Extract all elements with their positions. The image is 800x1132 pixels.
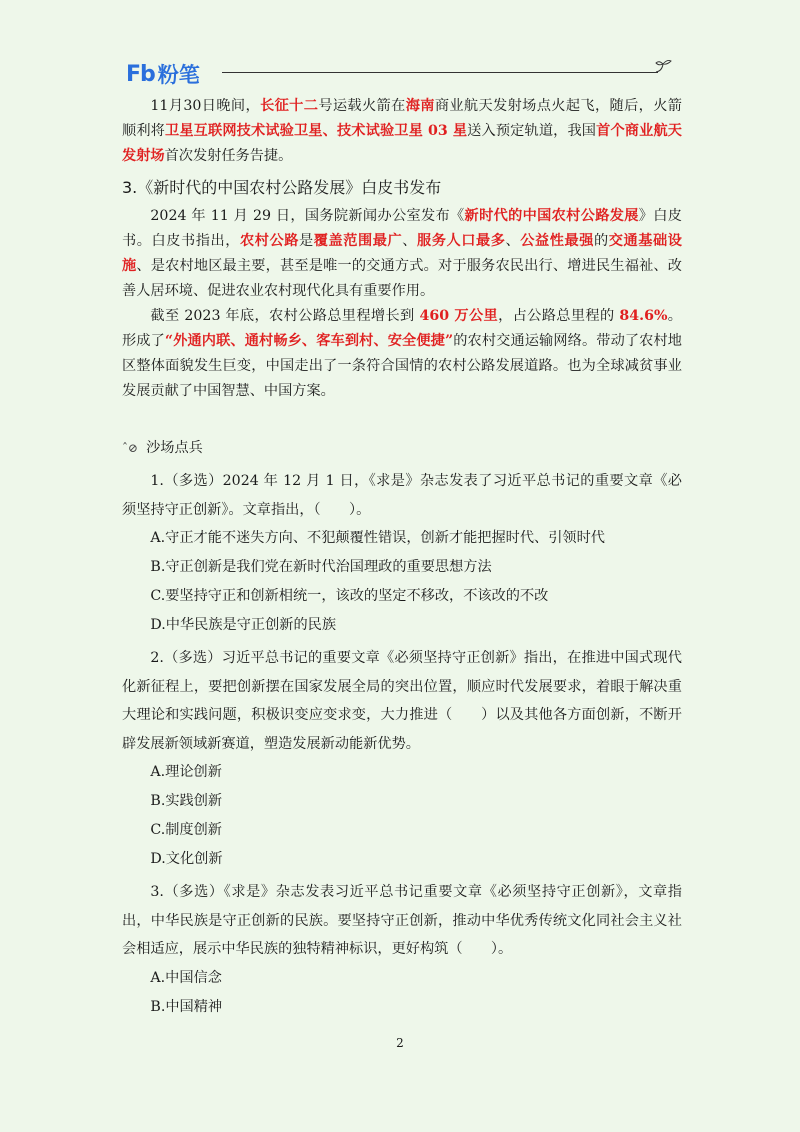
body-text: 11月30日晚间， xyxy=(150,98,261,114)
answer-option: A.理论创新 xyxy=(150,764,222,780)
section-heading-3: 3.《新时代的中国农村公路发展》白皮书发布 xyxy=(122,178,442,197)
logo-mark: Fb xyxy=(126,61,155,87)
sprout-icon xyxy=(652,58,674,76)
body-text: 送入预定轨道，我国 xyxy=(467,123,597,139)
question-stem: 3.（多选）《求是》杂志发表习近平总书记重要文章《必须坚持守正创新》，文章指出，中华民族是守正创新的民族。要坚持守正创新，推动中华优秀传统文化同社会主义社会相适应，展示中华民族的独特精神标识，更好构筑（ ）。 xyxy=(122,884,682,957)
highlight-text: 公益性最强 xyxy=(520,233,594,249)
body-text: 》白皮书。白皮书指出， xyxy=(122,208,682,249)
highlight-text: 服务人口最多 xyxy=(416,233,506,249)
paragraph-whitepaper xyxy=(122,204,682,304)
question-list xyxy=(122,467,682,1022)
pen-icon: ˆ⊘ xyxy=(122,441,139,455)
highlight-text: 交通基础设施 xyxy=(122,233,682,274)
body-text: 号运载火箭在 xyxy=(318,98,406,114)
answer-option: D.文化创新 xyxy=(150,851,223,867)
answer-option: B.实践创新 xyxy=(150,793,223,809)
page-header xyxy=(118,60,678,90)
highlight-text: 长征十二 xyxy=(260,98,319,114)
question-stem: 2.（多选）习近平总书记的重要文章《必须坚持守正创新》指出，在推进中国式现代化新征程上，要把创新摆在国家发展全局的突出位置，顺应时代发展要求，着眼于解决重大理论和实践问题，积极识变应变求变，大力推进（ ）以及其他各方面创新，不断开辟发展新领域新赛道，塑造发展新动能新优势。 xyxy=(122,650,682,752)
body-text: 首次发射任务告捷。 xyxy=(164,148,293,164)
logo-text: 粉笔 xyxy=(157,63,200,87)
body-text: 、 xyxy=(402,233,417,249)
section-title: 沙场点兵 xyxy=(146,440,203,456)
page-number: 2 xyxy=(396,1036,404,1050)
answer-option: B.守正创新是我们党在新时代治国理政的重要思想方法 xyxy=(150,559,492,575)
answer-option: A.中国信念 xyxy=(150,969,222,986)
highlight-text: 农村公路 xyxy=(239,233,299,249)
highlight-text: 卫星互联网技术试验卫星、技术试验卫星 03 星 xyxy=(165,123,468,139)
highlight-text: 460 万公里 xyxy=(419,308,499,324)
body-text: 截至 2023 年底，农村公路总里程增长到 xyxy=(150,308,420,324)
highlight-text: “外通内联、通村畅乡、客车到村、安全便捷” xyxy=(164,333,454,349)
body-text: 是 xyxy=(298,233,314,249)
answer-option: C.要坚持守正和创新相统一，该改的坚定不移改，不该改的不改 xyxy=(150,588,549,604)
answer-option: C.制度创新 xyxy=(150,822,222,838)
answer-option: A.守正才能不迷失方向、不犯颠覆性错误，创新才能把握时代、引领时代 xyxy=(150,530,605,546)
answer-option: D.中华民族是守正创新的民族 xyxy=(150,617,337,633)
highlight-text: 覆盖范围最广 xyxy=(313,233,403,249)
question-stem: 1.（多选）2024 年 12 月 1 日，《求是》杂志发表了习近平总书记的重要文章《必须坚持守正创新》。文章指出，（ ）。 xyxy=(122,473,682,518)
body-text: 的农村交通运输网络。带动了农村地区整体面貌发生巨变，中国走出了一条符合国情的农村公路发展道路。也为全球减贫事业发展贡献了中国智慧、中国方案。 xyxy=(122,333,682,399)
body-text: 、是农村地区最主要，甚至是唯一的交通方式。对于服务农民出行、增进民生福祉、改善人居环境、促进农业农村现代化具有重要作用。 xyxy=(122,258,682,299)
answer-option: B.中国精神 xyxy=(150,998,223,1015)
document-body xyxy=(122,94,682,1022)
fenbi-logo xyxy=(126,60,200,88)
body-text: 。形成了 xyxy=(122,308,682,349)
body-text: 商业航天发射场点火起飞，随后，火箭顺利将 xyxy=(122,98,682,139)
practice-section-title xyxy=(122,436,682,461)
highlight-text: 84.6% xyxy=(619,308,668,324)
paragraph-mileage xyxy=(122,304,682,404)
body-text: 、 xyxy=(505,233,521,249)
body-text: 2024 年 11 月 29 日，国务院新闻办公室发布《 xyxy=(150,208,465,224)
body-text: 的 xyxy=(593,233,609,249)
highlight-text: 海南 xyxy=(405,98,435,114)
highlight-text: 首个商业航天发射场 xyxy=(122,123,682,164)
highlight-text: 新时代的中国农村公路发展 xyxy=(464,208,639,224)
header-rule xyxy=(222,72,658,73)
paragraph-launch xyxy=(122,94,682,169)
body-text: ，占公路总里程的 xyxy=(498,308,620,324)
